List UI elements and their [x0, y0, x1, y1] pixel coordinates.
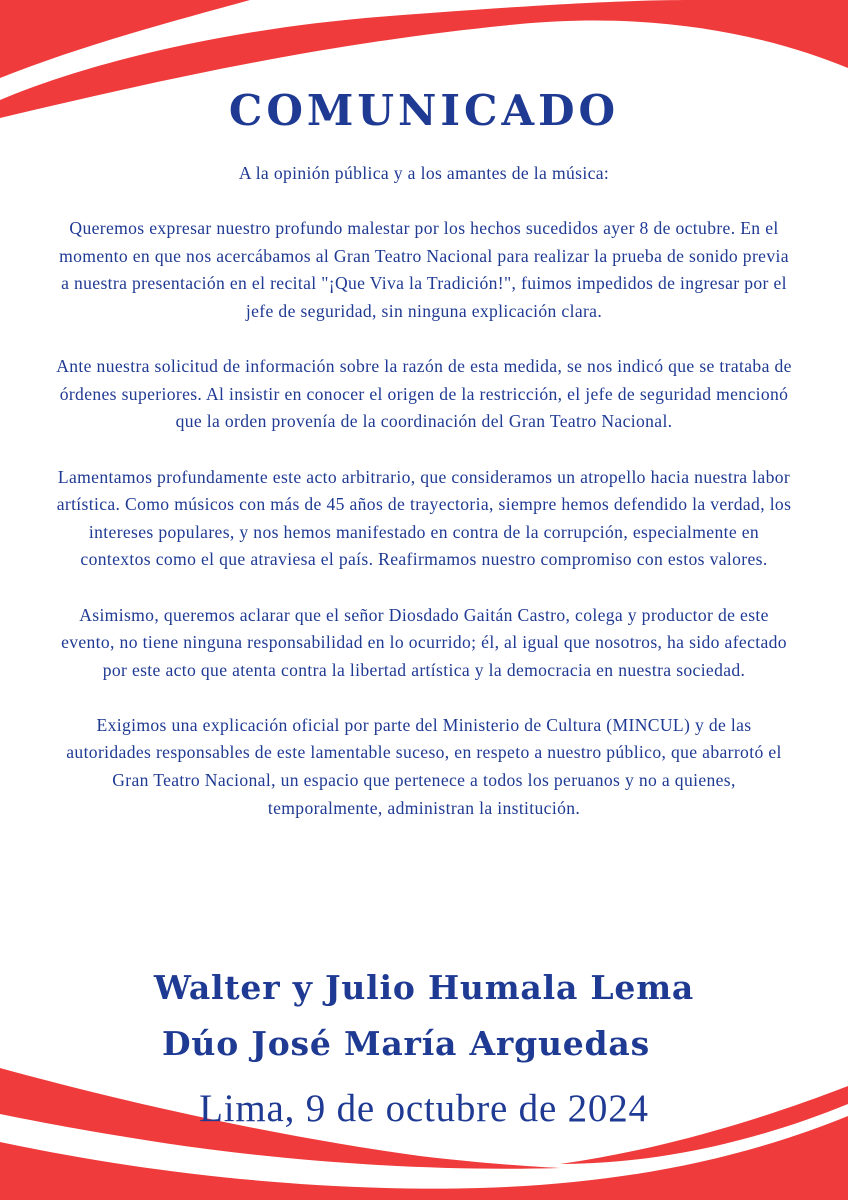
document-title: COMUNICADO — [228, 86, 620, 135]
paragraph-2: Ante nuestra solicitud de información sobre la razón de esta medida, se nos indicó que se trataba de órdenes superiores. Al insistir en conocer el origen de la restricción, el jefe de seguridad mencionó que la orden provenía de la coordinación del Gran Teatro Nacional. — [56, 356, 792, 432]
paragraph-5: Exigimos una explicación oficial por parte del Ministerio de Cultura (MINCUL) y de las autoridades responsables de este lamentable suceso, en respeto a nuestro público, que abarrotó el Gran Teatro Nacional, un espacio que pertenece a todos los peruanos y no a quienes, temporalmente, administran la institución. — [66, 714, 782, 818]
paragraph-4: Asimismo, queremos aclarar que el señor Diosdado Gaitán Castro, colega y productor de este evento, no tiene ninguna responsabilidad en lo ocurrido; él, al igual que nosotros, ha sido afectado por este acto que atenta contra la libertad artística y la democracia en nuestra sociedad. — [61, 604, 787, 680]
signature-names: Walter y Julio Humala Lema — [153, 968, 695, 1007]
signature-group: Dúo José María Arguedas — [162, 1024, 650, 1063]
paragraph-3: Lamentamos profundamente este acto arbitrario, que consideramos un atropello hacia nuestra labor artística. Como músicos con más de 45 años de trayectoria, siempre hemos defendido la verdad, los intereses populares, y nos hemos manifestado en contra de la corrupción, especialmente en contextos como el que atraviesa el país. Reafirmamos nuestro compromiso con estos valores. — [56, 466, 792, 570]
communique-body — [56, 160, 792, 850]
paragraph-1: Queremos expresar nuestro profundo malestar por los hechos sucedidos ayer 8 de octubre. En el momento en que nos acercábamos al Gran Teatro Nacional para realizar la prueba de sonido previa a nuestra presentación en el recital "¡Que Viva la Tradición!", fuimos impedidos de ingresar por el jefe de seguridad, sin ninguna explicación clara. — [59, 218, 789, 321]
salutation: A la opinión pública y a los amantes de la música: — [238, 163, 610, 183]
place-and-date: Lima, 9 de octubre de 2024 — [199, 1087, 649, 1130]
